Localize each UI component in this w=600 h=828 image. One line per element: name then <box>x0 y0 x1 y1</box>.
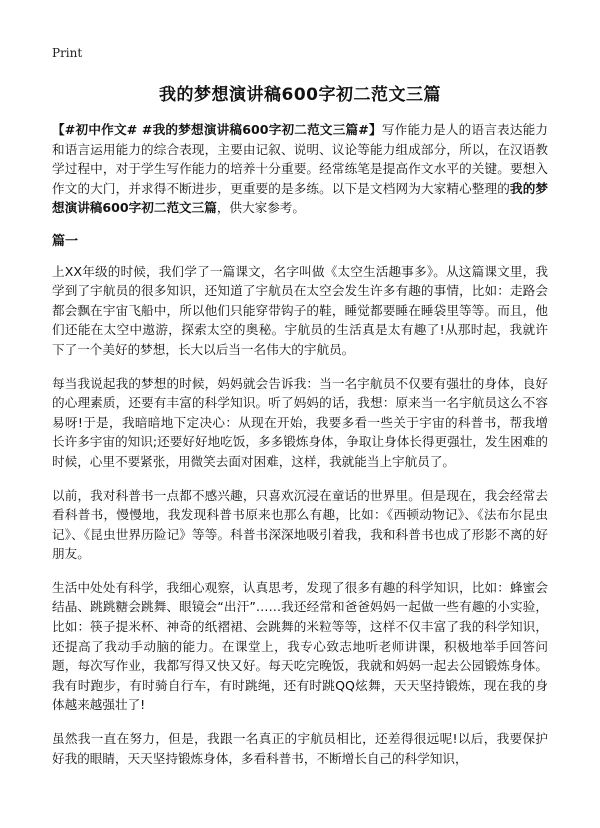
body-paragraph-5: 虽然我一直在努力，但是，我跟一名真正的宇航员相比，还差得很远呢!以后，我要保护好我的眼睛，天天坚持锻炼身体，多看科普书，不断增长自己的科学知识， <box>52 731 548 766</box>
intro-highlight: 我的梦想演讲稿600字初二范文三篇 <box>52 180 549 216</box>
intro-tag: 【#初中作文# #我的梦想演讲稿600字初二范文三篇#】 <box>52 122 382 137</box>
intro-text-after: ，供大家参考。 <box>216 200 305 216</box>
section-heading: 篇一 <box>52 233 79 249</box>
body-paragraph-4: 生活中处处有科学，我细心观察，认真思考，发现了很多有趣的科学知识，比如：蜂蜜会结晶、跳跳糖会跳舞、眼镜会“出汗”……我还经常和爸爸妈妈一起做一些有趣的小实验，比如：筷子提米杯、神奇的纸褶裙、会跳舞的米粒等等，这样不仅丰富了我的科学知识，还提高了我动手动脑的能力。在课堂上，我专心致志地听老师讲课，积极地举手回答问题，每次写作业，我都写得又快又好。每天吃完晚饭，我就和妈妈一起去公园锻炼身体。我有时跑步，有时骑自行车，有时跳绳，还有时跳QQ炫舞，天天坚持锻炼，现在我的身体越来越强壮了! <box>52 579 548 713</box>
body-paragraph-2: 每当我说起我的梦想的时候，妈妈就会告诉我：当一名宇航员不仅要有强壮的身体，良好的心理素质，还要有丰富的科学知识。听了妈妈的话，我想：原来当一名宇航员这么不容易呀!于是，我暗暗地下定决心：从现在开始，我要多看一些关于宇宙的科普书，帮我增长许多宇宙的知识;还要好好地吃饭，多多锻炼身体，争取让身体长得更强壮，发生困难的时候，心里不要紧张，用微笑去面对困难，这样，我就能当上宇航员了。 <box>52 375 548 469</box>
body-paragraph-3: 以前，我对科普书一点都不感兴趣，只喜欢沉浸在童话的世界里。但是现在，我会经常去看科普书，慢慢地，我发现科普书原来也那么有趣，比如：《西顿动物记》、《法布尔昆虫记》、《昆虫世界历险记》等等。科普书深深地吸引着我，我和科普书也成了形影不离的好朋友。 <box>52 487 548 562</box>
print-link[interactable]: Print <box>52 46 83 60</box>
document-title: 我的梦想演讲稿600字初二范文三篇 <box>159 85 441 105</box>
document-body <box>52 120 548 782</box>
intro-text-before: 写作能力是人的语言表达能力和语言运用能力的综合表现，主要由记叙、说明、议论等能力组成部分，所以，在汉语教学过程中，对于学生写作能力的培养十分重要。经常练笔是提高作文水平的关键。要想入作文的大门，并求得不断进步，更重要的是多练。以下是文档网为大家精心整理的 <box>52 122 548 196</box>
body-paragraph-1: 上XX年级的时候，我们学了一篇课文，名字叫做《太空生活趣事多》。从这篇课文里，我学到了宇航员的很多知识，还知道了宇航员在太空会发生许多有趣的事情，比如：走路会都会飘在宇宙飞船中，所以他们只能穿带钩子的鞋，睡觉都要睡在睡袋里等等。而且，他们还能在太空中遨游，探索太空的奥秘。宇航员的生活真是太有趣了!从那时起，我就许下了一个美好的梦想，长大以后当一名伟大的宇航员。 <box>52 263 548 357</box>
intro-paragraph <box>52 120 548 218</box>
